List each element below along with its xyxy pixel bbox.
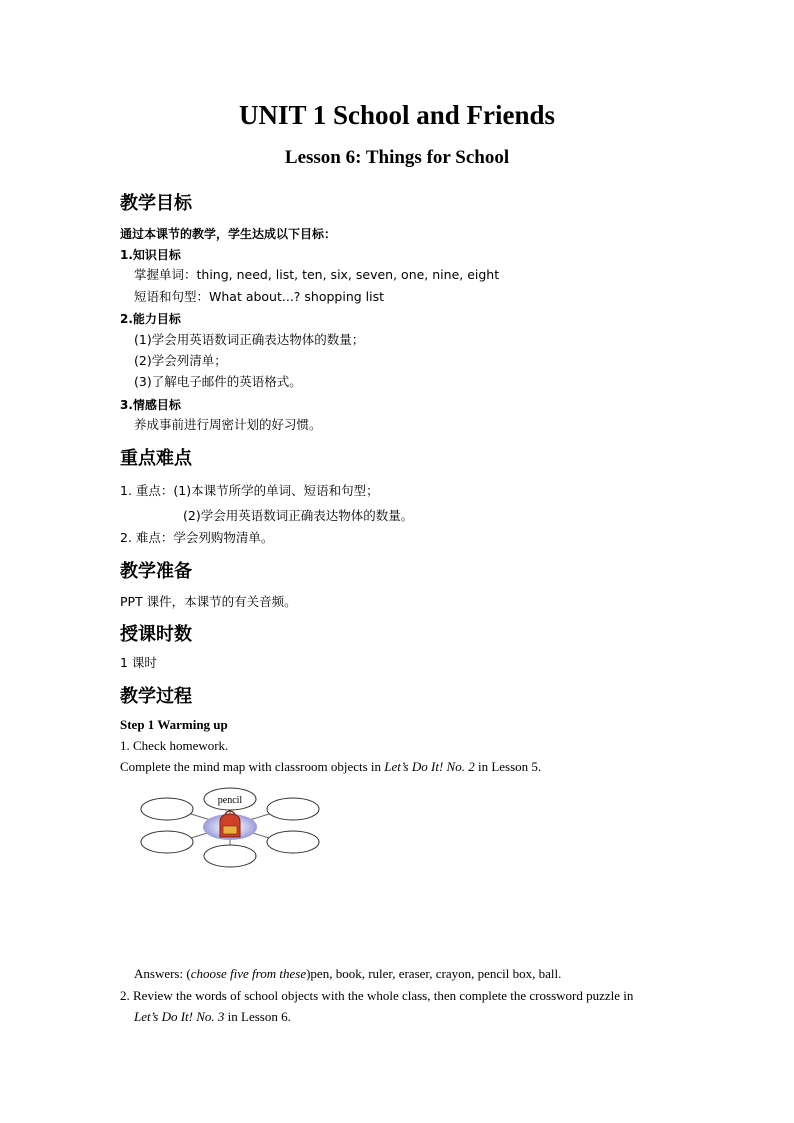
mindmap-node-top-right xyxy=(267,798,319,820)
hours-text: 1 课时 xyxy=(120,655,157,670)
answers-post-text: )pen, book, ruler, eraser, crayon, pencil box, ball. xyxy=(306,966,562,981)
knowledge-words: 掌握单词：thing, need, list, ten, six, seven, one, nine, eight xyxy=(134,267,500,282)
mind-map-diagram xyxy=(132,784,332,876)
preparation-text: PPT 课件，本课节的有关音频。 xyxy=(120,594,297,609)
step-1-title: Step 1 Warming up xyxy=(120,717,228,732)
complete-pre-text: Complete the mind map with classroom objects in xyxy=(120,759,385,774)
mindmap-node-bottom-right xyxy=(267,831,319,853)
hours-heading: 授课时数 xyxy=(120,624,192,645)
emotion-item-1: 养成事前进行周密计划的好习惯。 xyxy=(134,417,322,432)
ability-item-3: (3)了解电子邮件的英语格式。 xyxy=(134,374,302,389)
keypoint-item-1: 1. 重点：(1)本课节所学的单词、短语和句型； xyxy=(120,483,379,498)
answers-italic-text: choose five from these xyxy=(190,966,307,981)
knowledge-phrases: 短语和句型：What about...? shopping list xyxy=(134,289,385,304)
review-italic-text: Let’s Do It! No. 3 xyxy=(134,1009,225,1024)
mindmap-label-pencil: pencil xyxy=(217,795,243,806)
review-post-text: in Lesson 6. xyxy=(224,1009,291,1024)
objectives-heading: 教学目标 xyxy=(120,193,192,214)
knowledge-title: 1.知识目标 xyxy=(120,248,181,262)
review-line-2 xyxy=(134,1008,291,1026)
complete-italic-text: Let’s Do It! No. 2 xyxy=(384,759,475,774)
mindmap-node-top-left xyxy=(141,798,193,820)
emotion-title: 3.情感目标 xyxy=(120,398,181,412)
mindmap-node-bottom xyxy=(204,845,256,867)
answers-line xyxy=(134,965,561,983)
complete-post-text: in Lesson 5. xyxy=(474,759,542,774)
answers-pre-text: Answers: ( xyxy=(134,966,191,981)
keypoint-item-1b: (2)学会用英语数词正确表达物体的数量。 xyxy=(183,508,414,523)
ability-title: 2.能力目标 xyxy=(120,312,181,326)
complete-mindmap-instruction xyxy=(120,758,541,776)
ability-item-1: (1)学会用英语数词正确表达物体的数量； xyxy=(134,332,365,347)
mindmap-node-bottom-left xyxy=(141,831,193,853)
lesson-subtitle: Lesson 6: Things for School xyxy=(284,147,510,168)
check-homework: 1. Check homework. xyxy=(120,738,229,753)
review-line-1: 2. Review the words of school objects with the whole class, then complete the crossword puzzle in xyxy=(120,988,634,1003)
objectives-intro: 通过本课节的教学，学生达成以下目标： xyxy=(120,227,337,241)
keypoints-heading: 重点难点 xyxy=(120,448,192,469)
preparation-heading: 教学准备 xyxy=(120,561,192,582)
mind-map-svg xyxy=(132,784,332,876)
keypoint-item-2: 2. 难点：学会列购物清单。 xyxy=(120,530,274,545)
ability-item-2: (2)学会列清单； xyxy=(134,353,227,368)
process-heading: 教学过程 xyxy=(120,686,192,707)
document-title: UNIT 1 School and Friends xyxy=(238,100,556,130)
